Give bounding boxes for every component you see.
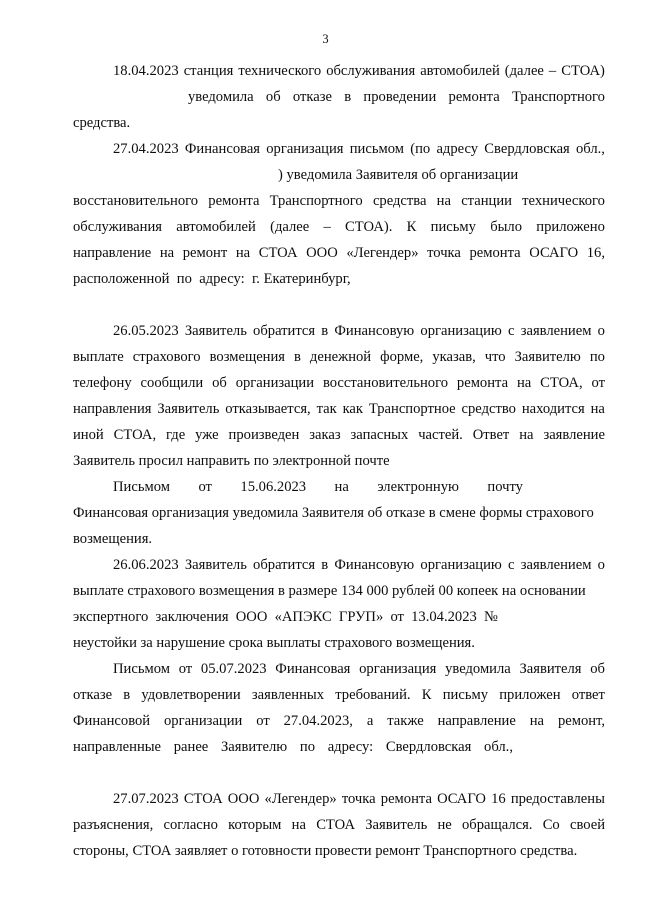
text-line: телефону сообщили об организации восстановительного ремонта на СТОА, от	[73, 375, 605, 391]
text-line: расположенной по адресу: г. Екатеринбург,	[73, 271, 351, 287]
text-line: направление на ремонт на СТОА ООО «Легендер» точка ремонта ОСАГО 16,	[73, 245, 605, 261]
text-line: выплате страхового возмещения в размере 134 000 рублей 00 копеек на основании	[73, 583, 586, 599]
text-line: 26.06.2023 Заявитель обратится в Финансовую организацию с заявлением о	[113, 557, 605, 573]
text-line: отказе в удовлетворении заявленных требований. К письму приложен ответ	[73, 687, 605, 703]
paragraph-4	[73, 474, 605, 552]
text-line: 27.04.2023 Финансовая организация письмом (по адресу Свердловская обл.,	[113, 141, 605, 157]
paragraph-2	[73, 136, 605, 292]
text-line: уведомила об отказе в проведении ремонта Транспортного	[188, 89, 605, 105]
text-line: неустойки за нарушение срока выплаты страхового возмещения.	[73, 635, 475, 651]
paragraph-7	[73, 786, 605, 864]
text-line: направленные ранее Заявителю по адресу: Свердловская обл.,	[73, 739, 513, 755]
text-line: Заявитель просил направить по электронной почте	[73, 453, 390, 469]
text-line: обслуживания автомобилей (далее – СТОА). К письму было приложено	[73, 219, 605, 235]
paragraph-1	[73, 58, 605, 136]
paragraph-6	[73, 656, 605, 760]
text-line: выплате страхового возмещения в денежной форме, указав, что Заявителю по	[73, 349, 605, 365]
text-line: экспертного заключения ООО «АПЭКС ГРУП» от 13.04.2023 №	[73, 609, 498, 625]
text-line: направления Заявитель отказывается, так как Транспортное средство находится на	[73, 401, 605, 417]
text-line: иной СТОА, где уже произведен заказ запасных частей. Ответ на заявление	[73, 427, 605, 443]
text-line: Финансовая организация уведомила Заявителя об отказе в смене формы страхового	[73, 505, 594, 521]
text-line: разъяснения, согласно которым на СТОА Заявитель не обращался. Со своей	[73, 817, 605, 833]
text-line: стороны, СТОА заявляет о готовности провести ремонт Транспортного средства.	[73, 843, 578, 859]
text-line: ) уведомила Заявителя об организации	[278, 167, 519, 183]
text-line: средства.	[73, 115, 131, 131]
paragraph-gap	[73, 292, 605, 318]
paragraph-gap	[73, 760, 605, 786]
text-line: Письмом от 05.07.2023 Финансовая организация уведомила Заявителя об	[113, 661, 605, 677]
document-body	[73, 58, 605, 864]
text-line: Письмом от 15.06.2023 на электронную почту	[113, 479, 523, 495]
text-line: 26.05.2023 Заявитель обратится в Финансовую организацию с заявлением о	[113, 323, 605, 339]
text-line: 27.07.2023 СТОА ООО «Легендер» точка ремонта ОСАГО 16 предоставлены	[113, 791, 605, 807]
text-line: 18.04.2023 станция технического обслуживания автомобилей (далее – СТОА)	[113, 63, 605, 79]
text-line: возмещения.	[73, 531, 153, 547]
page-number: 3	[322, 32, 329, 46]
paragraph-3	[73, 318, 605, 474]
text-line: Финансовой организации от 27.04.2023, а также направление на ремонт,	[73, 713, 605, 729]
text-line: восстановительного ремонта Транспортного средства на станции технического	[73, 193, 605, 209]
paragraph-5	[73, 552, 605, 656]
